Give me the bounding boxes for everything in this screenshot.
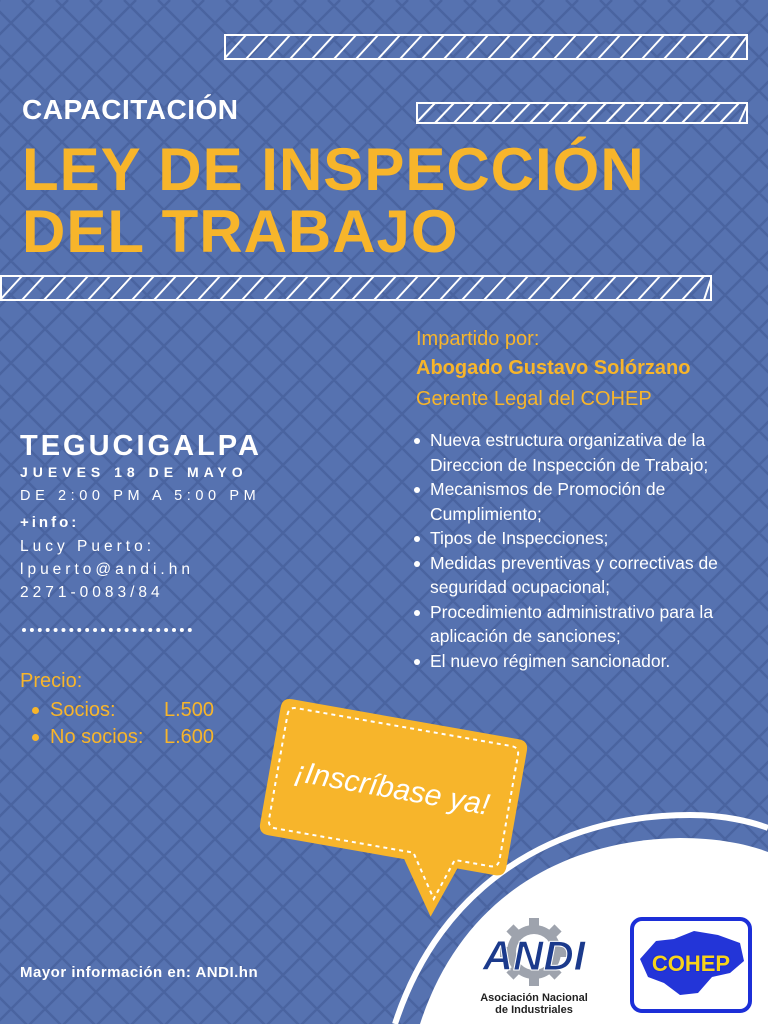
- andi-logo-text: ANDI: [482, 932, 586, 979]
- event-title-line-1: LEY DE INSPECCIÓN: [22, 136, 645, 203]
- gear-logo-icon: [464, 918, 604, 988]
- event-time: DE 2:00 PM A 5:00 PM: [20, 488, 261, 504]
- andi-caption-line2: de Industriales: [495, 1004, 573, 1016]
- topic-item: Tipos de Inspecciones;: [412, 526, 756, 551]
- instructor-role: Gerente Legal del COHEP: [416, 388, 652, 410]
- contact-email-link[interactable]: lpuerto@andi.hn: [20, 561, 194, 578]
- price-value: L.500: [164, 699, 215, 721]
- price-label: No socios:: [50, 726, 144, 748]
- cohep-logo-text: COHEP: [651, 951, 731, 976]
- cohep-logo: [630, 917, 752, 1013]
- instructor-heading: Impartido por:: [416, 328, 540, 350]
- event-city: TEGUCIGALPA: [20, 430, 262, 462]
- cta-label[interactable]: ¡Inscríbase ya!: [292, 755, 493, 822]
- topic-item: Medidas preventivas y correctivas de seguridad ocupacional;: [412, 551, 756, 600]
- price-label: Socios:: [50, 699, 116, 721]
- price-value: L.600: [164, 726, 215, 748]
- event-date: JUEVES 18 DE MAYO: [20, 464, 248, 480]
- topic-item: El nuevo régimen sancionador.: [412, 649, 756, 674]
- topic-item: Nueva estructura organizativa de la Direccion de Inspección de Trabajo;: [412, 428, 756, 477]
- event-title-line-2: DEL TRABAJO: [22, 198, 459, 265]
- andi-logo: [464, 918, 604, 1018]
- instructor-name: Abogado Gustavo Solórzano: [416, 357, 691, 379]
- topic-item: Procedimiento administrativo para la aplicación de sanciones;: [412, 600, 756, 649]
- topic-item: Mecanismos de Promoción de Cumplimiento;: [412, 477, 756, 526]
- andi-caption-line1: Asociación Nacional: [480, 992, 588, 1004]
- price-heading: Precio:: [20, 670, 83, 692]
- contact-heading: +info:: [20, 514, 80, 531]
- contact-phone: 2271-0083/84: [20, 584, 164, 601]
- footer-info: Mayor información en: ANDI.hn: [20, 964, 259, 981]
- contact-name: Lucy Puerto:: [20, 538, 156, 555]
- event-subtitle: CAPACITACIÓN: [22, 94, 239, 125]
